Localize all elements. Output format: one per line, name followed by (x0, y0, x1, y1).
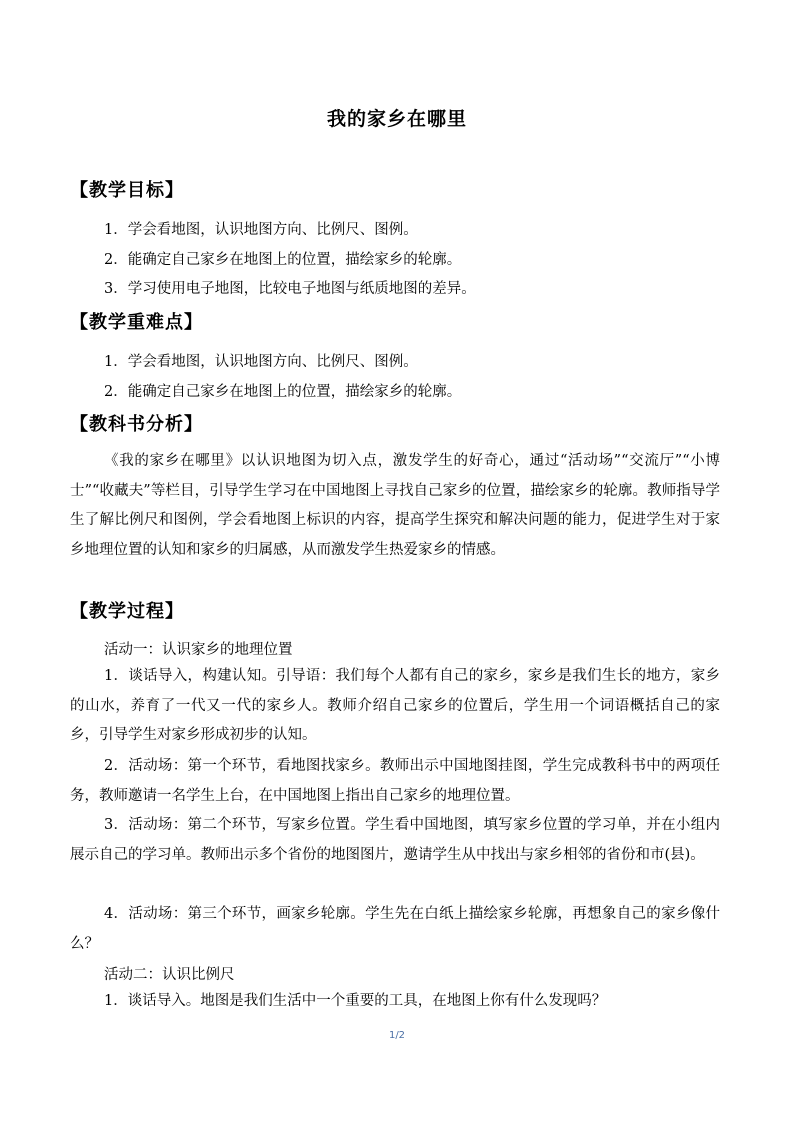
process-step-4: 4．活动场：第三个环节，画家乡轮廓。学生先在白纸上描绘家乡轮廓，再想象自己的家乡像什么？ (70, 906, 720, 952)
process-step-1: 1．谈话导入，构建认知。引导语：我们每个人都有自己的家乡，家乡是我们生长的地方，家乡的山水，养育了一代又一代的家乡人。教师介绍自己家乡的位置后，学生用一个词语概括自己的家乡，引导学生对家乡形成初步的认知。 (70, 668, 720, 743)
process-step-3: 3．活动场：第二个环节，写家乡位置。学生看中国地图，填写家乡位置的学习单，并在小组内展示自己的学习单。教师出示多个省份的地图图片，邀请学生从中找出与家乡相邻的省份和市(县)。 (70, 817, 720, 863)
page-number: 1/2 (388, 1030, 406, 1041)
key-point-item-1: 1．学会看地图，认识地图方向、比例尺、图例。 (104, 354, 418, 370)
activity-1-title: 活动一：认识家乡的地理位置 (104, 642, 293, 658)
analysis-paragraph: 《我的家乡在哪里》以认识地图为切入点，激发学生的好奇心，通过“活动场”“交流厅”“小博士”“收藏夫”等栏目，引导学生学习在中国地图上寻找自己家乡的位置，描绘家乡的轮廓。教师指导学生了解比例尺和图例，学会看地图上标识的内容，提高学生探究和解决问题的能力，促进学生对于家乡地理位置的认知和家乡的归属感，从而激发学生热爱家乡的情感。 (70, 453, 720, 558)
key-point-item-2: 2．能确定自己家乡在地图上的位置，描绘家乡的轮廓。 (104, 384, 462, 400)
goal-item-2: 2．能确定自己家乡在地图上的位置，描绘家乡的轮廓。 (104, 252, 462, 268)
goal-item-1: 1．学会看地图，认识地图方向、比例尺、图例。 (104, 222, 418, 238)
process-heading: 【教学过程】 (70, 601, 184, 622)
goals-heading: 【教学目标】 (70, 180, 184, 201)
page-title: 我的家乡在哪里 (326, 108, 467, 130)
analysis-heading: 【教科书分析】 (70, 414, 203, 435)
goal-item-3: 3．学习使用电子地图，比较电子地图与纸质地图的差异。 (104, 281, 476, 297)
activity-2-title: 活动二：认识比例尺 (104, 967, 235, 983)
key-points-heading: 【教学重难点】 (70, 312, 203, 333)
process-step-5: 1．谈话导入。地图是我们生活中一个重要的工具，在地图上你有什么发现吗？ (104, 993, 607, 1009)
process-step-2: 2．活动场：第一个环节，看地图找家乡。教师出示中国地图挂图，学生完成教科书中的两项任务，教师邀请一名学生上台，在中国地图上指出自己家乡的地理位置。 (70, 758, 720, 804)
